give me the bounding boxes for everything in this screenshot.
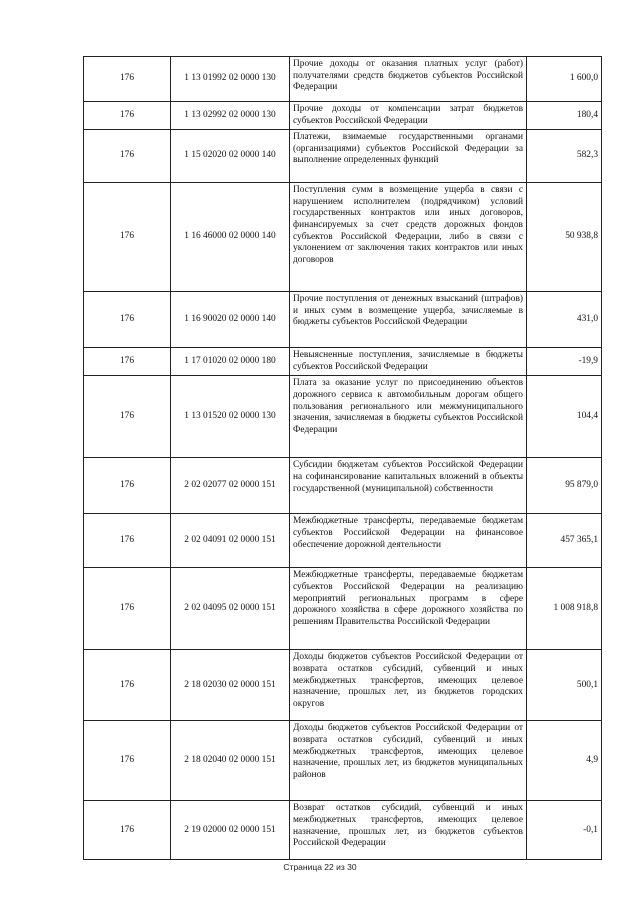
table-row [84,721,602,801]
admin-code-cell: 176 [84,458,171,514]
amount-cell: 431,0 [527,292,602,348]
admin-code-cell: 176 [84,183,171,292]
page-footer: Страница 22 из 30 [283,862,357,872]
budget-classification-code-cell: 1 13 01992 02 0000 130 [171,57,290,102]
admin-code-cell: 176 [84,348,171,376]
table-row [84,568,602,650]
revenue-description-cell: Возврат остатков субсидий, субвенций и иных межбюджетных трансфертов, имеющих целевое назначение, прошлых лет, из бюджетов субъектов Российской Федерации [290,801,527,860]
revenue-description-cell: Доходы бюджетов субъектов Российской Федерации от возврата остатков субсидий, субвенций и иных межбюджетных трансфертов, имеющих целевое назначение, прошлых лет, из бюджетов городских округов [290,650,527,721]
admin-code-cell: 176 [84,292,171,348]
revenue-description-cell: Доходы бюджетов субъектов Российской Федерации от возврата остатков субсидий, субвенций и иных межбюджетных трансфертов, имеющих целевое назначение, прошлых лет, из бюджетов муниципальных районов [290,721,527,801]
budget-classification-code-cell: 2 18 02040 02 0000 151 [171,721,290,801]
budget-classification-code-cell: 1 13 02992 02 0000 130 [171,102,290,130]
table-row [84,458,602,514]
revenue-description-cell: Субсидии бюджетам субъектов Российской Федерации на софинансирование капитальных вложений в объекты государственной (муниципальной) собственности [290,458,527,514]
amount-cell: 95 879,0 [527,458,602,514]
table-row [84,102,602,130]
budget-classification-code-cell: 1 16 46000 02 0000 140 [171,183,290,292]
amount-cell: 104,4 [527,376,602,458]
revenue-description-cell: Прочие доходы от компенсации затрат бюджетов субъектов Российской Федерации [290,102,527,130]
revenue-description-cell: Прочие доходы от оказания платных услуг (работ) получателями средств бюджетов субъектов Российской Федерации [290,57,527,102]
table-row [84,130,602,183]
budget-classification-code-cell: 1 17 01020 02 0000 180 [171,348,290,376]
amount-cell: 50 938,8 [527,183,602,292]
amount-cell: 1 600,0 [527,57,602,102]
amount-cell: 582,3 [527,130,602,183]
budget-classification-code-cell: 1 16 90020 02 0000 140 [171,292,290,348]
table-row [84,376,602,458]
admin-code-cell: 176 [84,57,171,102]
amount-cell: -0,1 [527,801,602,860]
budget-classification-code-cell: 2 19 02000 02 0000 151 [171,801,290,860]
admin-code-cell: 176 [84,568,171,650]
admin-code-cell: 176 [84,102,171,130]
amount-cell: 500,1 [527,650,602,721]
amount-cell: 180,4 [527,102,602,130]
table-row [84,650,602,721]
admin-code-cell: 176 [84,514,171,568]
revenue-description-cell: Поступления сумм в возмещение ущерба в связи с нарушением исполнителем (подрядчиком) условий государственных контрактов или иных договоров, финансируемых за счет средств дорожных фондов субъектов Российской Федерации, либо в связи с уклонением от заключения таких контрактов или иных договоров [290,183,527,292]
amount-cell: 1 008 918,8 [527,568,602,650]
table-row [84,57,602,102]
revenue-description-cell: Межбюджетные трансферты, передаваемые бюджетам субъектов Российской Федерации на реализацию мероприятий региональных программ в сфере дорожного хозяйства в сфере дорожного хозяйства по решениям Правительства Российской Федерации [290,568,527,650]
amount-cell: 457 365,1 [527,514,602,568]
amount-cell: 4,9 [527,721,602,801]
admin-code-cell: 176 [84,721,171,801]
revenue-description-cell: Невыясненные поступления, зачисляемые в бюджеты субъектов Российской Федерации [290,348,527,376]
table-row [84,348,602,376]
revenue-description-cell: Прочие поступления от денежных взысканий (штрафов) и иных сумм в возмещение ущерба, зачисляемые в бюджеты субъектов Российской Федерации [290,292,527,348]
revenue-table [83,56,602,860]
revenue-description-cell: Плата за оказание услуг по присоединению объектов дорожного сервиса к автомобильным дорогам общего пользования регионального или межмуниципального значения, зачисляемая в бюджеты субъектов Российской Федерации [290,376,527,458]
table-row [84,292,602,348]
admin-code-cell: 176 [84,650,171,721]
admin-code-cell: 176 [84,130,171,183]
budget-classification-code-cell: 2 18 02030 02 0000 151 [171,650,290,721]
revenue-table-body [84,57,602,860]
admin-code-cell: 176 [84,376,171,458]
table-row [84,183,602,292]
table-row [84,514,602,568]
budget-classification-code-cell: 2 02 04091 02 0000 151 [171,514,290,568]
budget-classification-code-cell: 2 02 02077 02 0000 151 [171,458,290,514]
budget-classification-code-cell: 2 02 04095 02 0000 151 [171,568,290,650]
amount-cell: -19,9 [527,348,602,376]
table-row [84,801,602,860]
revenue-description-cell: Межбюджетные трансферты, передаваемые бюджетам субъектов Российской Федерации на финансовое обеспечение дорожной деятельности [290,514,527,568]
admin-code-cell: 176 [84,801,171,860]
budget-classification-code-cell: 1 13 01520 02 0000 130 [171,376,290,458]
budget-classification-code-cell: 1 15 02020 02 0000 140 [171,130,290,183]
revenue-description-cell: Платежи, взимаемые государственными органами (организациями) субъектов Российской Федерации за выполнение определенных функций [290,130,527,183]
